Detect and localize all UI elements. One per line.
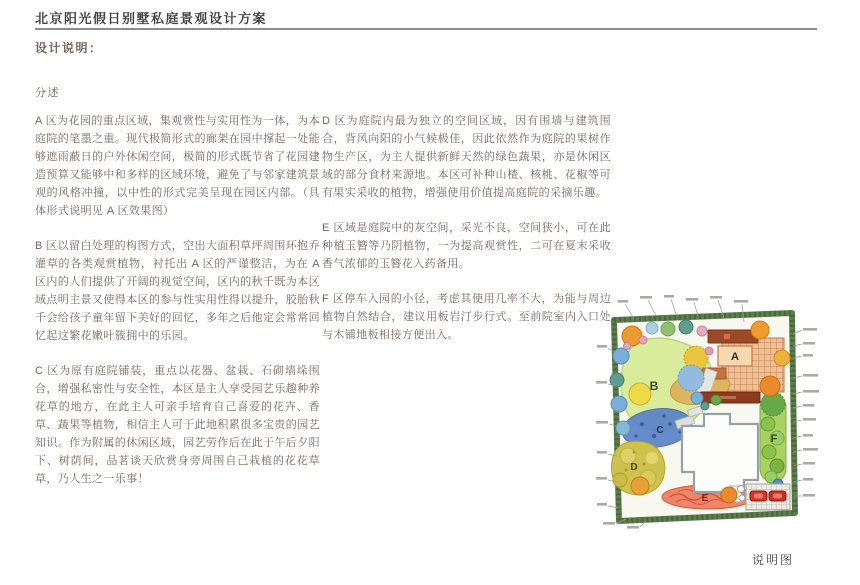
entry-table-icon <box>738 486 745 493</box>
paragraph-zone-d: D 区为庭院内最为独立的空间区域，因有围墙与建筑围合，背风向阳的小气候极佳，因此依然作为庭院的果树作物生产区，为主人提供新鲜天然的绿色蔬果，亦是休闲区域的部分食材来源地。本区可补种山楂、核桃、花椒等可有果实采收的植物，增强使用价值提高庭院的采摘乐趣。 <box>322 115 611 199</box>
figure-caption: 说明图 <box>752 553 795 567</box>
zone-e-label: E <box>701 493 709 504</box>
title-divider <box>35 28 817 30</box>
car-icon <box>769 491 786 501</box>
paragraph-zone-c: C 区为原有庭院铺装，重点以花器、盆栽、石砌墙垛围合，增强私密性与安全性，本区是主人享受园艺乐趣种养花草的地方，在此主人可亲手培育自己喜爱的花卉、香草、蔬果等植物，相信主人可于此地积累很多宝贵的园艺知识。作为附属的休闲区域，园艺劳作后在此于午后夕阳下、树荫间，品茗谈天欣赏身旁周围自己栽植的花花草草，乃人生之一乐事！ <box>35 365 320 485</box>
garden-plan-figure <box>596 294 820 534</box>
left-text-column <box>35 112 320 505</box>
section-heading: 设计说明： <box>35 41 103 55</box>
garden-plan-drawing <box>596 294 820 534</box>
paragraph-zone-e: E 区域是庭院中的灰空间，采光不良，空间狭小，可在此种植玉簪等乃阴植物，一为提高观赏性，二可在夏末采收香气浓郁的玉簪花入药备用。 <box>322 222 611 270</box>
paragraph-zone-f: F 区停车入园的小径，考虑其使用几率不大，为能与周边植物自然结合，建议用板岩汀步行式。至前院室内入口处与木铺地板相接方便出入。 <box>322 293 611 341</box>
parking-area <box>746 484 790 510</box>
zone-f-label: F <box>770 433 778 445</box>
zone-b-label: B <box>649 379 659 393</box>
zone-a-label: A <box>731 351 739 363</box>
page-title: 北京阳光假日别墅私庭景观设计方案 <box>35 11 268 26</box>
paragraph-zone-a: A 区为花园的重点区域，集观赏性与实用性为一体，为本庭院的笔墨之重。现代极简形式的廊架在园中撑起一处能够遮雨蔽日的户外休闲空间，极简的形式既节省了花园建造预算又能够中和多样的区域环境，避免了与邻家建筑景观的风格冲撞，以中性的形式完美呈现在园区内部。（具体形式说明见 A 区效果图） <box>35 115 320 217</box>
pergola-beam <box>708 330 758 343</box>
paragraph-zone-b: B 区以留白处理的构图方式，空出大面积草坪周围环抱乔灌草的各类观赏植物，衬托出 A 区的严谨整洁，为在 A 区内的人们提供了开阔的视觉空间，区内的秋千既为本区域点明主景又使得本区的参与性实用性得以提升，胶胎秋千会给孩子童年留下美好的回忆，多年之后他定会常常回忆起这繁花嫩叶簇拥中的乐园。 <box>35 240 320 342</box>
zone-d-label: D <box>630 462 638 473</box>
house-footprint <box>682 414 758 492</box>
entry-table-icon <box>739 495 745 501</box>
zone-c-label: C <box>656 425 664 436</box>
wood-bench <box>700 392 760 403</box>
subsection-heading: 分述 <box>35 87 60 99</box>
car-icon <box>750 491 767 501</box>
zone-d-garden-beds <box>611 441 664 495</box>
right-text-column <box>322 112 611 361</box>
